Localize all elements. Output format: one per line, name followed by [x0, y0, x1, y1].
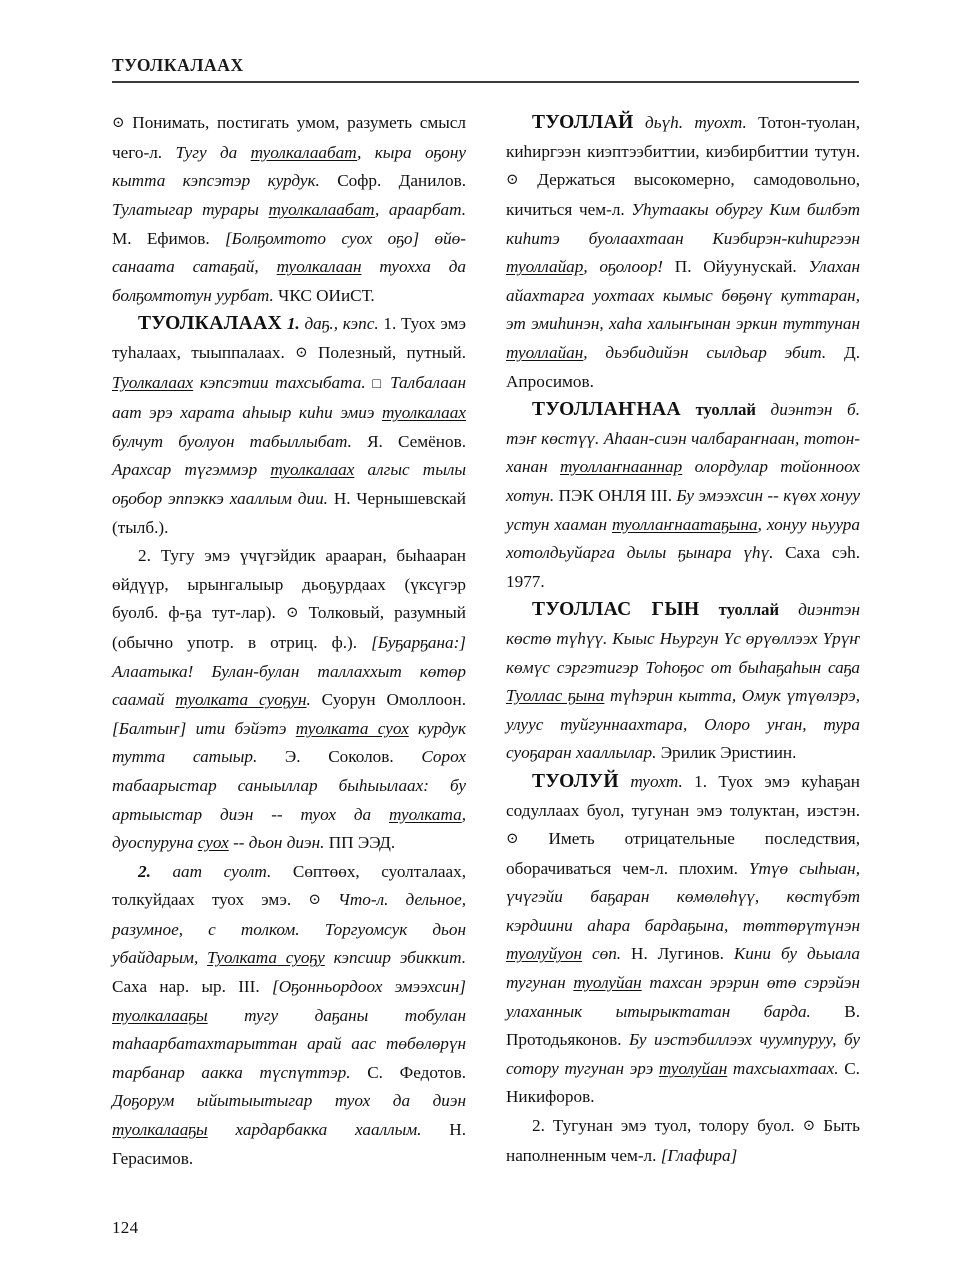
- grammar-label: диэнтэн көстө түһүү.: [506, 600, 861, 648]
- example-keyword: туоллайар: [506, 257, 584, 277]
- example-text: Кини бу дьыала тугунан: [506, 944, 860, 993]
- example-text: [Глафира]: [660, 1145, 738, 1165]
- example-text: [Балтыҥ] ити бэйэтэ: [112, 718, 296, 738]
- left-column: [112, 109, 466, 1173]
- definition-sakha: Тотон-туолан, киһиргээн киэптээбиттии, киэбирбиттии тутун.: [506, 113, 860, 161]
- definition-sakha: Сөптөөх, суолталаах, толкуйдаах туох эмэ.: [112, 861, 466, 910]
- example-text: Тугу да: [175, 142, 251, 162]
- example-text: Бу эмээхсин -- күөх хонуу устун хааман: [506, 485, 861, 534]
- headword: ТУОЛУЙ: [532, 770, 619, 792]
- example-source: М. Ефимов.: [112, 228, 210, 248]
- example-text: Сорох табаарыстар саныыллар быһыылаах: бу артыыстар диэн -- туох да: [112, 747, 466, 824]
- example-text: , араарбат.: [374, 200, 466, 220]
- example-keyword: Туолката суоҕу: [207, 948, 325, 968]
- example-text: Уһутаакы обургу Ким билбэт киһитэ буолаахтаан Киэбирэн-киһиргээн: [506, 200, 860, 248]
- example-keyword: туолкалаах: [270, 460, 355, 480]
- example-keyword: туолката суоҕун: [175, 690, 307, 710]
- definition-sakha: Тугу эмэ үчүгэйдик арааран, быһааран өйдүүр, ырынгалыыр дьоҕурдаах (үксүгэр буолб. ф-ҕа тут-лар).: [112, 546, 466, 623]
- example-text: Тулатыгар турары: [112, 200, 269, 220]
- example-text: [Оҕонньордоох эмээхсин]: [272, 977, 466, 997]
- sense-marker-icon: ⊙: [802, 1118, 816, 1135]
- example-keyword: туоллаҥнааннар: [560, 457, 683, 477]
- sense-number: 2.: [532, 1116, 545, 1136]
- sense-2: [506, 1112, 860, 1170]
- right-column: [506, 109, 860, 1170]
- grammar-label: аат суолт.: [172, 861, 272, 881]
- grammar-label: туохт.: [630, 771, 683, 791]
- example-text: Үтүө сыһыан, үчүгэйи баҕаран көмөлөһүү, көстүбэт кэрдиини аһара бардаҕына, төттөрүтүнэн: [506, 858, 860, 935]
- example-text: , кыра оҕону кытта кэпсэтэр курдук.: [112, 142, 466, 191]
- example-text: тахсан эрэрин өтө сэрэйэн улаханнык ытырыктатан барда.: [506, 973, 860, 1021]
- example-text: Кыыс Ньургун Үс өрүөллээх Үрүҥ көмүс сэргэтигэр Тоһоҕос от быһаҕаһын саҕа: [506, 628, 861, 677]
- entry-continuation: [112, 109, 466, 310]
- example-source: С. Никифоров.: [506, 1058, 860, 1107]
- example-text: алгыс тылы оҕобор эппэккэ хааллым дии.: [112, 460, 466, 508]
- homonym-number: 1.: [286, 314, 300, 334]
- example-text: кэпсэтии тахсыбата.: [193, 372, 366, 392]
- example-text: олордулар тойонноох хотун.: [506, 457, 860, 505]
- example-text: Талбалаан аат эрэ харата аһыыр киһи эмиэ: [112, 372, 466, 423]
- gloss-russian: Что-л. дельное, разумное, с толком.: [112, 890, 467, 939]
- sense-marker-icon: ⊙: [506, 831, 519, 848]
- example-text: тахсыахтаах.: [727, 1058, 839, 1078]
- dictionary-entry-tuoluj: [506, 768, 860, 1112]
- header-rule: [112, 81, 859, 83]
- dictionary-entry-tuollas-gyn: [506, 596, 860, 768]
- example-keyword: туолуйуон: [506, 944, 583, 964]
- example-text: кэпсиир эбиккит.: [324, 948, 466, 968]
- example-source: С. Федотов.: [367, 1062, 466, 1082]
- example-text: түһэрин кытта, Омук үтүөлэрэ, улуус туйгуннаахтара, Олоро уҥан, тура суоҕаран хааллылар.: [506, 686, 860, 763]
- sense-marker-icon: ⊙: [506, 172, 519, 189]
- example-keyword: туолкалааҕы: [112, 1005, 208, 1025]
- sense-number: 2.: [138, 546, 151, 566]
- sense-marker-icon: ⊙: [285, 605, 299, 622]
- example-keyword: туолкалаах: [382, 403, 466, 423]
- homonym-entry-2: [112, 858, 466, 1174]
- example-text: , дуоспуруна: [112, 804, 466, 853]
- grammar-label: дьүһ. туохт.: [645, 113, 747, 133]
- example-source: Н. Герасимов.: [112, 1120, 467, 1168]
- example-keyword: туолуйан: [573, 973, 642, 993]
- example-keyword: Туолкалаах: [112, 372, 194, 392]
- example-keyword: туоллайан: [506, 343, 584, 362]
- example-source: Н. Лугинов.: [631, 944, 724, 964]
- sense-marker-icon: ⊙: [112, 115, 125, 132]
- example-text: .: [306, 690, 311, 710]
- example-source: П. Ойуунускай.: [674, 257, 797, 277]
- example-text: тугу даҕаны тобулан таһаарбатахтарыттан арай аас төбөлөрүн тарбанар аакка түспүттэр.: [112, 1005, 466, 1082]
- example-source: Саха нар. ыр. III.: [112, 977, 260, 997]
- example-keyword: туолкалаабат: [250, 142, 358, 162]
- gloss-russian: Иметь отрицательные последствия, оборачиваться чем-л. плохим.: [506, 829, 861, 878]
- gloss-russian: Понимать, постигать умом, разуметь смысл чего-л.: [112, 113, 467, 162]
- sense-number: 1.: [694, 771, 708, 791]
- example-text: Бу иэстэбиллээх чуумпуруу, бу сотору тугунан эрэ: [506, 1030, 860, 1078]
- gloss-russian: Толковый, разумный (обычно употр. в отриц. ф.).: [112, 603, 467, 652]
- example-text: сөп.: [582, 944, 622, 964]
- example-source: Суорун Омоллоон.: [321, 690, 466, 710]
- example-keyword: туолкалаабат: [268, 200, 375, 220]
- example-text: , оҕолоор!: [583, 257, 664, 277]
- grammar-label: даҕ., кэпс.: [304, 314, 379, 334]
- example-text: хардарбакка хааллым.: [207, 1120, 422, 1140]
- page-number: 124: [112, 1218, 139, 1237]
- example-text: курдук тутта сатыыр.: [112, 718, 466, 767]
- example-text: [Буҕарҕана:] Алаатыка! Булан-булан таллаххыт көтөр саамай: [112, 632, 466, 710]
- example-text: Доҕорум ыйытыытыгар туох да диэн: [112, 1091, 466, 1111]
- example-keyword: туоллаҥнаатаҕына: [612, 514, 758, 534]
- example-source: ЧКС ОИиСТ.: [278, 285, 375, 305]
- example-text: [Болҕомтото суох оҕо] өйө-санаата сатаҕай,: [112, 228, 466, 277]
- cross-reference: туоллай: [695, 400, 756, 420]
- definition-sakha: Тугунан эмэ туол, толору буол.: [552, 1116, 795, 1136]
- example-source: Эрилик Эристиин.: [660, 743, 797, 763]
- running-head: ТУОЛКАЛААХ: [112, 55, 244, 75]
- gloss-russian: Быть наполненным чем-л.: [506, 1116, 861, 1165]
- headword: ТУОЛЛАЙ: [532, 112, 634, 134]
- sense-marker-icon: ⊙: [295, 345, 308, 361]
- example-keyword: суох: [197, 833, 229, 853]
- example-text: туохха да болҕомтотун уурбат.: [112, 257, 467, 305]
- definition-sakha: Туох эмэ куһаҕан содуллаах буол, тугунан эмэ толуктан, иэстэн.: [506, 771, 860, 820]
- gloss-russian: Полезный, путный.: [317, 343, 467, 362]
- example-keyword: туолката: [389, 804, 462, 824]
- definition-sakha: Туох эмэ туһалаах, тыыппалаах.: [112, 314, 467, 362]
- phrase-marker-icon: □: [372, 376, 384, 392]
- example-keyword: Туоллас ҕына: [506, 686, 605, 706]
- example-keyword: туолката суох: [295, 718, 409, 738]
- sense-number: 1.: [383, 314, 397, 334]
- dictionary-entry-tuollanjnaa: [506, 396, 860, 596]
- example-source: Э. Соколов.: [284, 747, 394, 767]
- example-keyword: туолкалаан: [276, 257, 362, 277]
- example-text: , хонуу ньуура хотолдьуйарга дылы ҕынара үһү.: [506, 514, 860, 563]
- example-text: булчут буолуон табыллыбат.: [112, 431, 352, 451]
- headword: ТУОЛЛАС ГЫН: [532, 599, 700, 621]
- headword: ТУОЛЛАҤНАА: [532, 399, 681, 421]
- example-keyword: туолуйан: [658, 1058, 728, 1078]
- example-source: В. Протодьяконов.: [506, 1001, 860, 1050]
- grammar-label: диэнтэн б. тэҥ көстүү.: [506, 400, 860, 448]
- two-column-body: [112, 109, 859, 1173]
- example-text: , дьэбидийэн сылдьар эбит.: [583, 343, 827, 362]
- sense-marker-icon: ⊙: [308, 892, 321, 909]
- example-source: Д. Апросимов.: [506, 343, 860, 391]
- example-source: ПП ЭЭД.: [328, 833, 396, 853]
- example-text: Аһаан-сиэн чалбараҥнаан, тотон-ханан: [506, 428, 860, 477]
- sense-2: [112, 542, 466, 858]
- dictionary-entry-tuolkalaax: [112, 310, 466, 542]
- example-text: Арахсар түгэммэр: [112, 460, 271, 480]
- example-text: Торгуомсук дьон убайдарым,: [112, 919, 467, 968]
- homonym-number: 2.: [138, 861, 151, 881]
- dictionary-entry-tuollaj: [506, 109, 860, 396]
- example-source: Саха сэһ. 1977.: [506, 543, 861, 591]
- gloss-russian: Держаться высокомерно, самодовольно, кичиться чем-л.: [506, 170, 860, 220]
- example-text: -- дьон диэн.: [228, 833, 325, 853]
- example-keyword: туолкалааҕы: [112, 1120, 208, 1140]
- example-source: ПЭК ОНЛЯ III.: [558, 485, 673, 505]
- cross-reference: туоллай: [718, 600, 780, 620]
- example-source: Я. Семёнов.: [367, 431, 467, 451]
- example-text: Улахан айахтарга уохтаах кымыс бөҕөнү куттаран, эт эмиһинэн, хаһа халыҥынан эркин туттунан: [506, 257, 860, 334]
- example-source: Софр. Данилов.: [337, 171, 467, 191]
- headword: ТУОЛКАЛААХ: [138, 313, 283, 335]
- example-source: Н. Чернышевскай (тылб.).: [112, 488, 466, 537]
